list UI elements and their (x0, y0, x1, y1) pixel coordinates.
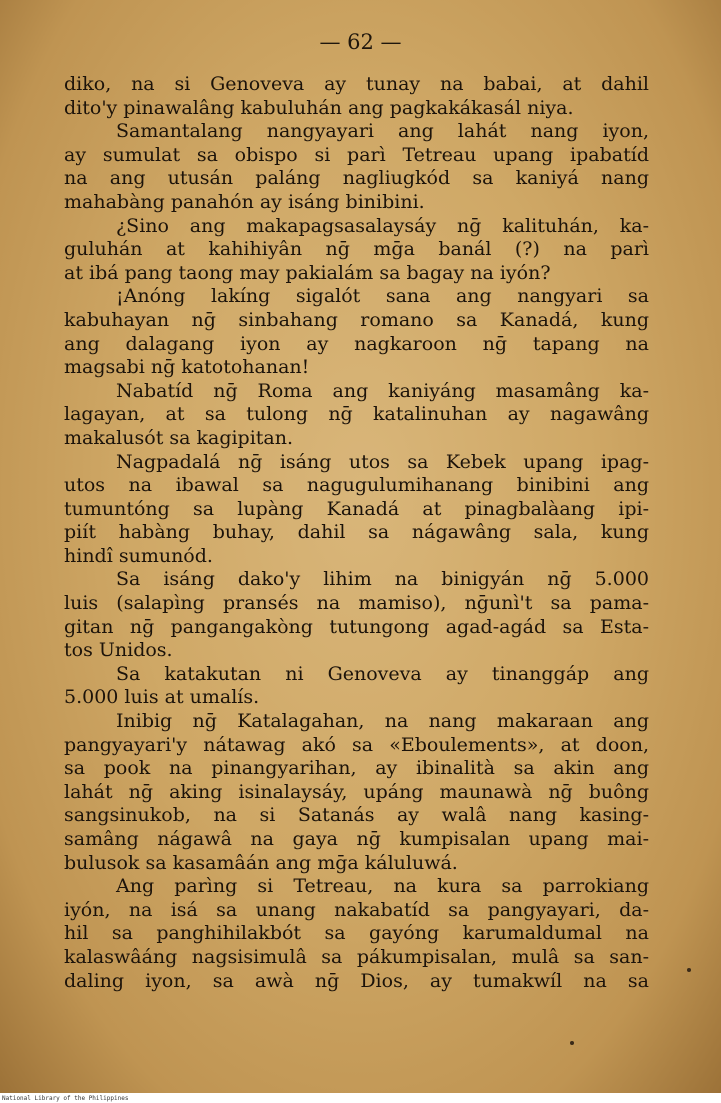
text-line: dito'y pinawalâng kabuluhán ang pagkakákasál niya. (64, 96, 574, 119)
text-line: ¡Anóng lakíng sigalót sana ang nangyari sa (116, 285, 649, 308)
text-line: samâng nágawâ na gaya nḡ kumpisalan upang mai- (64, 828, 649, 850)
text-line: 5.000 luis at umalís. (64, 686, 260, 709)
text-line: sa pook na pinangyarihan, ay ibinalità sa akin ang (64, 757, 649, 780)
text-line: guluhán at kahihiyân nḡ mḡa banál (?) na parì (64, 238, 649, 261)
text-line: luis (salapìng pransés na mamiso), nḡunì't sa pama- (64, 592, 649, 615)
text-line: lagayan, at sa tulong nḡ katalinuhan ay nagawâng (64, 403, 649, 426)
text-line: Inibig nḡ Katalagahan, na nang makaraan ang (116, 710, 649, 733)
text-line: Nagpadalá nḡ isáng utos sa Kebek upang ipag- (116, 450, 649, 473)
text-line: piít habàng buhay, dahil sa nágawâng sala, kung (64, 521, 649, 544)
text-line: kabuhayan nḡ sinbahang romano sa Kanadá, kung (64, 308, 649, 331)
text-line: na ang utusán paláng nagliugkód sa kaniyá nang (64, 167, 649, 190)
text-line: diko, na si Genoveva ay tunay na babai, at dahil (64, 73, 649, 95)
text-line: sangsinukob, na si Satanás ay walâ nang kasing- (64, 804, 649, 827)
text-line: mahabàng panahón ay isáng binibini. (64, 190, 425, 213)
text-line: tos Unidos. (64, 639, 173, 662)
text-line: ang dalagang iyon ay nagkaroon nḡ tapang na (64, 332, 649, 355)
text-line: makalusót sa kagipitan. (64, 426, 294, 449)
text-line: Sa katakutan ni Genoveva ay tinanggáp ang (116, 662, 649, 685)
text-line: Nabatíd nḡ Roma ang kaniyáng masamâng ka- (116, 379, 649, 402)
speck-mark (687, 968, 691, 972)
text-line: hindî sumunód. (64, 544, 213, 567)
text-line: iyón, na isá sa unang nakabatíd sa pangyayari, da- (64, 898, 649, 921)
speck-mark (570, 1041, 574, 1045)
text-line: ¿Sino ang makapagsasalaysáy nḡ kalituhán, ka- (116, 214, 649, 237)
text-line: gitan nḡ pangangakòng tutungong agad-agád sa Esta- (64, 615, 649, 638)
text-line: tumuntóng sa lupàng Kanadá at pinagbalàang ipi- (64, 497, 649, 520)
text-line: bulusok sa kasamâán ang mḡa káluluwá. (64, 851, 458, 874)
text-line: hil sa panghihilakbót sa gayóng karumaldumal na (64, 922, 649, 945)
body-text (64, 73, 649, 993)
text-line: Sa isáng dako'y lihim na binigyán nḡ 5.000 (116, 568, 649, 591)
text-line: at ibá pang taong may pakialám sa bagay na iyón? (64, 261, 551, 284)
text-line: Samantalang nangyayari ang lahát nang iyon, (116, 120, 649, 143)
text-line: utos na ibawal sa nagugulumihanang binibini ang (64, 474, 649, 497)
text-line: pangyayari'y nátawag akó sa «Eboulements», at doon, (64, 733, 649, 756)
text-line: daling iyon, sa awà nḡ Dios, ay tumakwíl na sa (64, 969, 649, 992)
text-line: lahát nḡ aking isinalaysáy, upáng maunawà nḡ buông (64, 780, 649, 803)
text-line: kalaswâáng nagsisimulâ sa pákumpisalan, mulâ sa san- (64, 945, 649, 968)
library-footer: National Library of the Philippines (2, 1095, 129, 1102)
text-line: ay sumulat sa obispo si parì Tetreau upang ipabatíd (64, 143, 649, 166)
page-number: — 62 — (319, 30, 402, 54)
text-line: magsabi nḡ katotohanan! (64, 356, 310, 379)
text-line: Ang parìng si Tetreau, na kura sa parrokiang (116, 875, 649, 898)
